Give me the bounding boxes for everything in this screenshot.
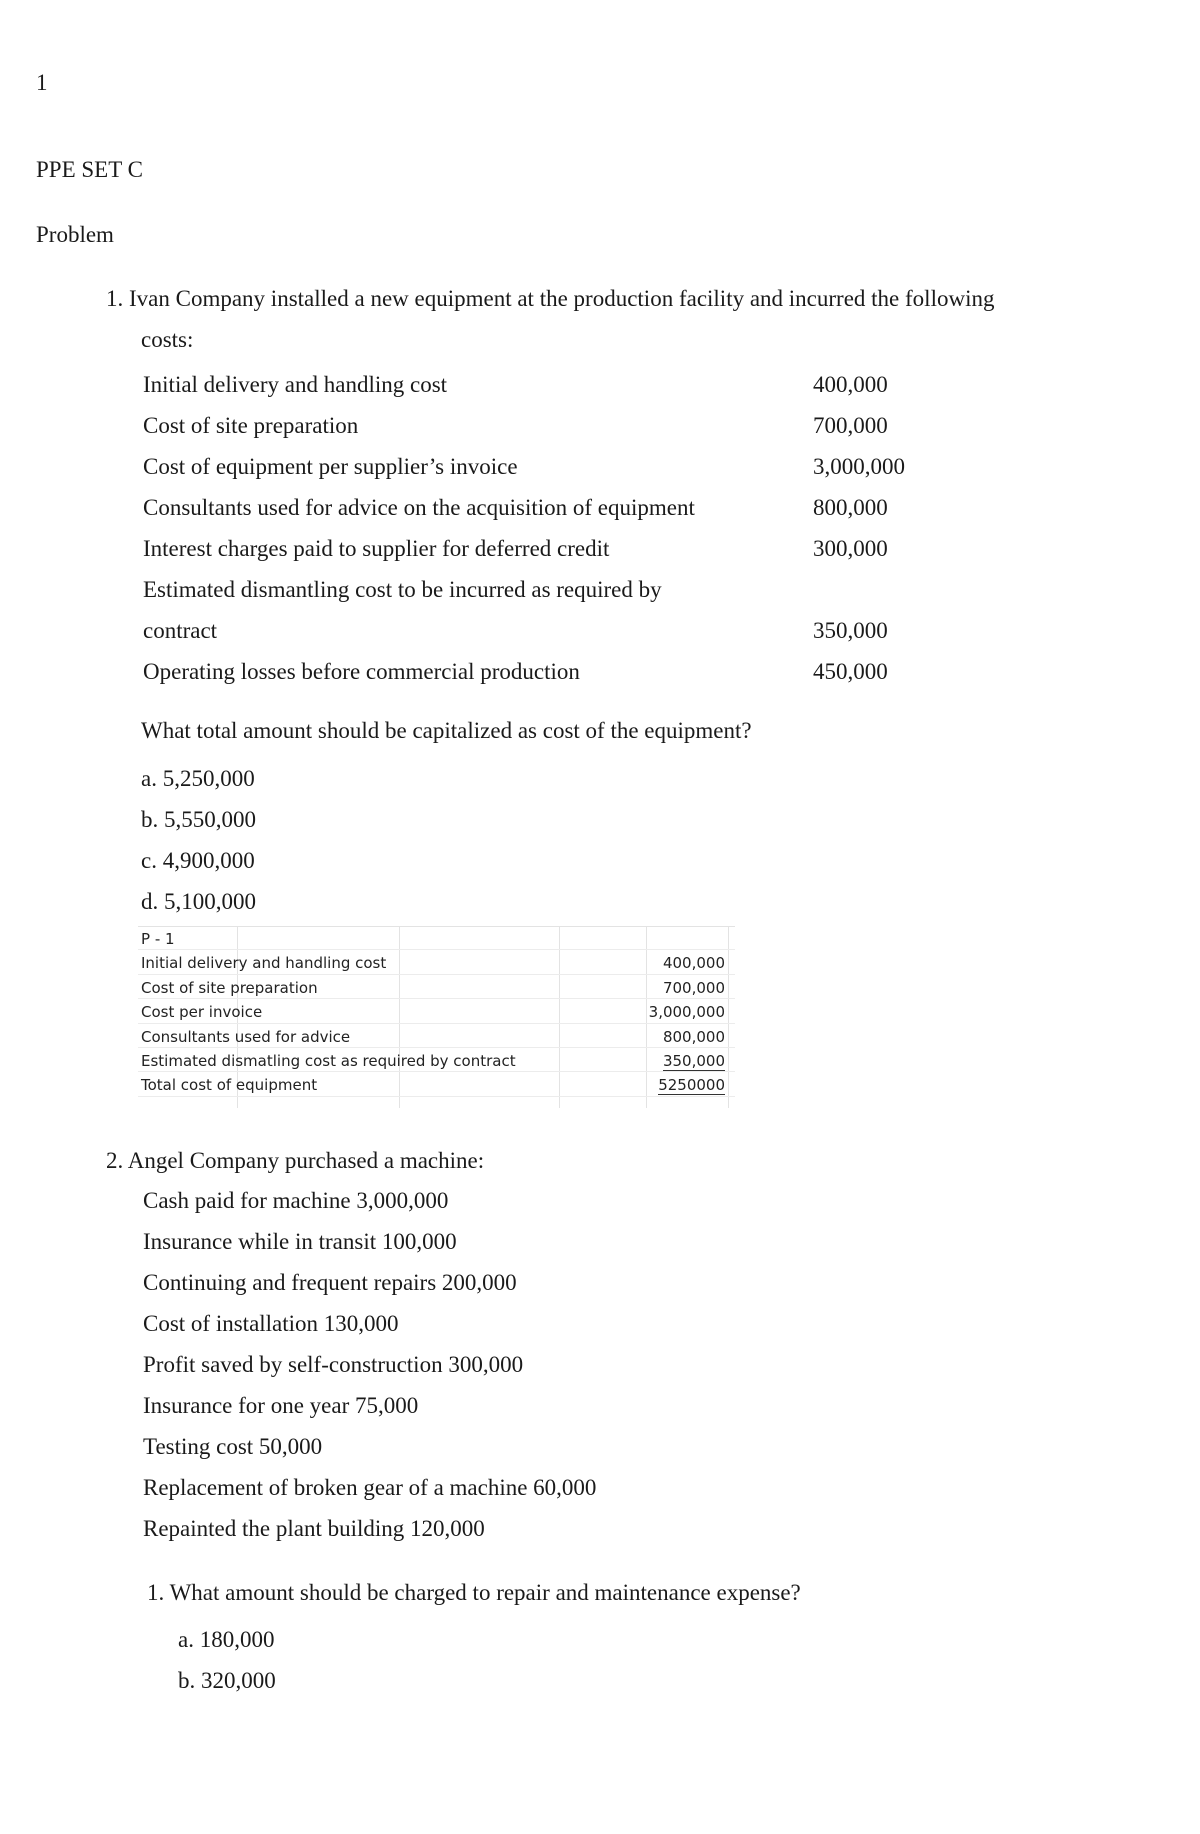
cost-row [143,528,923,569]
problem2-item: Continuing and frequent repairs 200,000 [143,1270,517,1295]
problem1-question: What total amount should be capitalized as cost of the equipment? [141,718,752,743]
cost-label: Operating losses before commercial production [143,659,580,684]
cost-amount: 350,000 [813,618,888,643]
problem1-intro: 1. Ivan Company installed a new equipment at the production facility and incurred the following [106,286,995,311]
problem2-item: Cost of installation 130,000 [143,1311,399,1336]
problem2-item: Testing cost 50,000 [143,1434,323,1459]
sheet-value: 350,000 [662,1051,725,1070]
answer-choice: b. 320,000 [178,1668,276,1693]
problem2-item: Cash paid for machine 3,000,000 [143,1188,449,1213]
page-number: 1 [36,70,48,95]
answer-choice: b. 5,550,000 [141,807,256,832]
cost-row [143,364,923,405]
answer-choice: c. 4,900,000 [141,848,255,873]
sheet-total-row [138,1072,735,1096]
answer-choice: a. 180,000 [178,1627,275,1652]
problem1-cost-list [143,364,923,692]
sheet-row [138,1024,735,1048]
sheet-label: Estimated dismatling cost as required by contract [141,1051,516,1070]
sheet-row [138,950,735,974]
cost-label: Cost of equipment per supplier’s invoice [143,454,518,479]
problem2-item: Insurance while in transit 100,000 [143,1229,457,1254]
sheet-row [138,999,735,1023]
cost-label: Estimated dismantling cost to be incurred as required by [143,577,662,602]
cost-amount: 800,000 [813,495,888,520]
problem2-subchoices [178,1619,276,1701]
problem1-intro-continued: costs: [141,327,194,352]
section-heading: Problem [36,222,114,247]
sheet-label: Initial delivery and handling cost [141,954,387,973]
cost-row [143,446,923,487]
answer-choice: d. 5,100,000 [141,889,256,914]
cost-label: Consultants used for advice on the acquisition of equipment [143,495,695,520]
problem2-intro: 2. Angel Company purchased a machine: [106,1148,485,1173]
problem2-item: Repainted the plant building 120,000 [143,1516,485,1541]
cost-label: contract [143,618,218,643]
document-title: PPE SET C [36,157,143,182]
problem2-item: Insurance for one year 75,000 [143,1393,419,1418]
sheet-value: 800,000 [662,1027,725,1046]
sheet-label: Consultants used for advice [141,1027,351,1046]
cost-amount: 300,000 [813,536,888,561]
sheet-label: Cost of site preparation [141,978,318,997]
cost-label: Cost of site preparation [143,413,359,438]
cost-label: Interest charges paid to supplier for deferred credit [143,536,610,561]
sheet-label: Cost per invoice [141,1003,263,1022]
sheet-value: 700,000 [662,978,725,997]
sheet-value: 3,000,000 [648,1003,725,1022]
sheet-value: 400,000 [662,954,725,973]
cost-amount: 400,000 [813,372,888,397]
cost-label: Initial delivery and handling cost [143,372,448,397]
cost-row [143,569,923,610]
problem2-item: Replacement of broken gear of a machine 60,000 [143,1475,597,1500]
cost-row [143,405,923,446]
sheet-total-value: 5250000 [658,1076,725,1095]
solution-spreadsheet [138,926,735,1108]
cost-amount: 700,000 [813,413,888,438]
sheet-header-row [138,926,735,950]
cost-row [143,651,923,692]
cost-row [143,487,923,528]
problem2-item: Profit saved by self-construction 300,000 [143,1352,524,1377]
problem1-choices [141,758,256,922]
cost-amount: 450,000 [813,659,888,684]
answer-choice: a. 5,250,000 [141,766,255,791]
problem2-subquestion: 1. What amount should be charged to repair and maintenance expense? [147,1580,801,1605]
sheet-row [138,1048,735,1072]
cost-amount: 3,000,000 [813,454,905,479]
sheet-header: P - 1 [141,930,175,948]
sheet-total-label: Total cost of equipment [141,1076,318,1095]
cost-row [143,610,923,651]
problem2-item-list [143,1180,596,1549]
sheet-row [138,975,735,999]
